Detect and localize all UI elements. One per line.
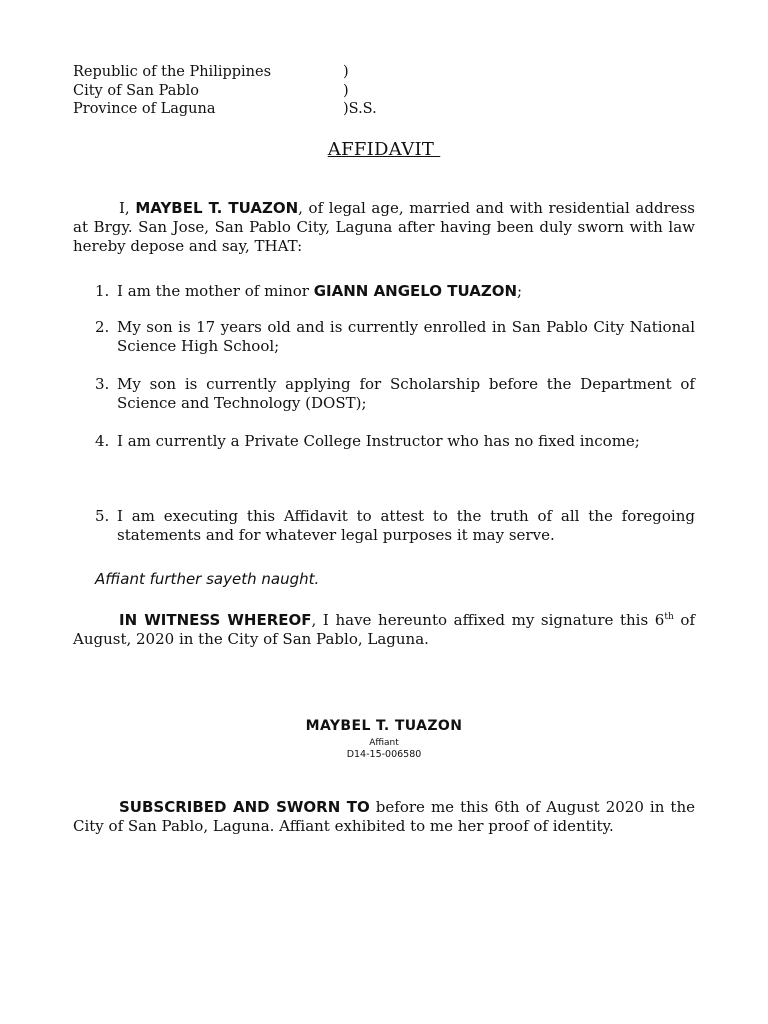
affiant-name: MAYBEL T. TUAZON [135, 199, 299, 217]
item-number: 1. [95, 282, 110, 300]
item-number: 4. [95, 432, 110, 450]
document-title [0, 139, 768, 160]
signature-name: MAYBEL T. TUAZON [305, 718, 463, 734]
witness-heading: IN WITNESS WHEREOF [119, 611, 312, 629]
venue-line [73, 100, 377, 119]
venue-city: City of San Pablo [73, 82, 199, 99]
item-text [117, 282, 695, 301]
intro-pre: I, [119, 199, 136, 217]
jurat-heading: SUBSCRIBED AND SWORN TO [119, 798, 370, 816]
item-text-pre: I am the mother of minor [117, 282, 314, 300]
statement-item [95, 432, 695, 451]
jurat-text: before me this 6th of August 2020 in the City of San Pablo, Laguna. Affiant exhibited to me her proof of identity. [73, 798, 695, 835]
venue-country: Republic of the Philippines [73, 64, 272, 80]
venue-province: Province of Laguna [73, 101, 216, 117]
venue-bracket: ) [343, 64, 349, 80]
venue-line [73, 82, 377, 101]
venue-ss-mark: )S.S. [343, 101, 377, 117]
intro-post: , of legal age, married and with residential address at Brgy. San Jose, San Pablo City, Laguna after having been duly sworn with law hereby depose and say, THAT: [73, 199, 695, 255]
statement-item [95, 507, 695, 544]
signature-id-number: D14-15-006580 [346, 749, 422, 760]
signature-role: Affiant [369, 738, 399, 748]
item-text: I am executing this Affidavit to attest to the truth of all the foregoing statements and for whatever legal purposes it may serve. [117, 507, 695, 544]
statement-item [95, 318, 695, 355]
item-text: My son is 17 years old and is currently enrolled in San Pablo City National Science High School; [117, 318, 695, 355]
witness-sup: th [664, 612, 674, 622]
item-number: 5. [95, 507, 110, 525]
witness-paragraph [73, 611, 695, 649]
venue-bracket: ) [343, 82, 349, 99]
item-number: 3. [95, 375, 110, 393]
venue-block [73, 63, 377, 119]
intro-paragraph [73, 199, 695, 256]
item-text-post: ; [517, 282, 523, 300]
statement-item [95, 375, 695, 412]
item-text: My son is currently applying for Scholarship before the Department of Science and Technology (DOST); [117, 375, 695, 412]
venue-line [73, 63, 377, 82]
document-title-text: AFFIDAVIT [327, 139, 441, 160]
minor-name: GIANN ANGELO TUAZON [313, 282, 518, 300]
sayeth-naught: Affiant further sayeth naught. [95, 570, 320, 588]
item-number: 2. [95, 318, 110, 336]
jurat-paragraph [73, 798, 695, 836]
witness-text-1: , I have hereunto affixed my signature this 6 [311, 611, 665, 629]
item-text: I am currently a Private College Instructor who has no fixed income; [117, 432, 640, 450]
statement-item [95, 282, 695, 301]
witness-text-2: of August, 2020 in the City of San Pablo, Laguna. [73, 611, 695, 648]
